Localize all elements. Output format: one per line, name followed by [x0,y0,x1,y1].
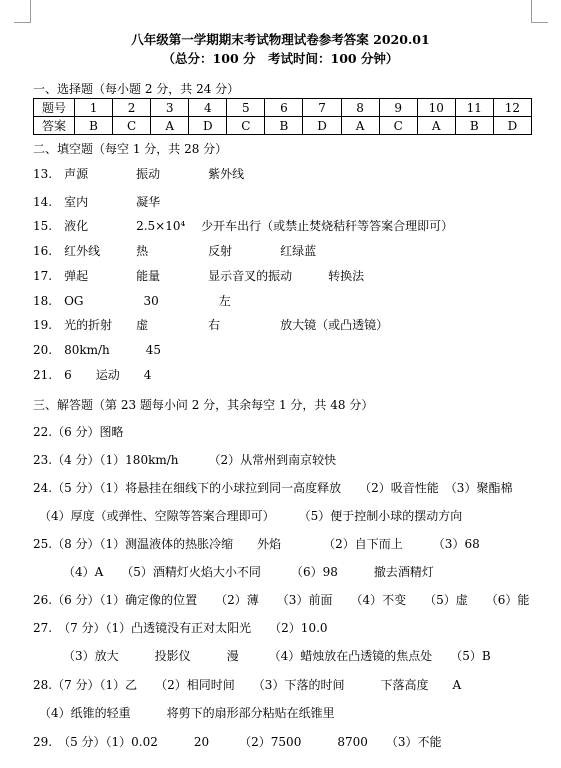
question-number: 6 [265,99,303,117]
solution-answer-line: （3）放大 投影仪 漫 （4）蜡烛放在凸透镜的焦点处 （5）B [33,649,491,663]
solution-answer-line: 27. （7 分）（1）凸透镜没有正对太阳光 （2）10.0 [33,621,328,635]
row-label-question-number: 题号 [34,99,75,117]
fill-in-answer-line: 19. 光的折射 虚 右 放大镜（或凸透镜） [33,318,389,332]
solution-answer-line: 26.（6 分）（1）确定像的位置 （2）薄 （3）前面 （4）不变 （5）虚 （6）能 [33,593,530,607]
solution-answer-line: 24.（5 分）（1）将悬挂在细线下的小球拉到同一高度释放 （2）吸音性能 （3）聚酯棉 [33,481,513,495]
section-1-heading: 一、选择题（每小题 2 分，共 24 分） [33,82,240,96]
fill-in-answer-line: 13. 声源 振动 紫外线 [33,167,245,181]
question-number: 2 [113,99,151,117]
answer-cell: A [341,117,379,135]
solution-answer-line: 25.（8 分）（1）测温液体的热胀冷缩 外焰 （2）自下而上 （3）68 [33,537,480,551]
solution-answer-line: 29. （5 分）（1）0.02 20 （2）7500 8700 （3）不能 [33,735,442,749]
fill-in-answer-line: 20. 80km/h 45 [33,343,162,357]
question-number: 3 [151,99,189,117]
fill-in-answer-line: 18. OG 30 左 [33,294,231,308]
answer-cell: C [227,117,265,135]
question-number: 1 [75,99,113,117]
answer-cell: C [113,117,151,135]
answer-cell: D [493,117,531,135]
question-number: 4 [189,99,227,117]
answer-cell: D [303,117,341,135]
solution-answer-line: （4）纸锥的轻重 将剪下的扇形部分粘贴在纸锥里 [33,706,335,720]
question-number: 11 [455,99,493,117]
answer-cell: B [455,117,493,135]
fill-in-answer-line: 14. 室内 凝华 [33,195,161,209]
question-number: 10 [417,99,455,117]
answer-cell: B [265,117,303,135]
answer-cell: B [75,117,113,135]
solution-answer-line: （4）A （5）酒精灯火焰大小不同 （6）98 撤去酒精灯 [33,565,434,579]
section-3-heading: 三、解答题（第 23 题每小问 2 分，其余每空 1 分，共 48 分） [33,398,374,412]
question-number: 12 [493,99,531,117]
crop-mark-top-left [14,0,31,23]
fill-in-answer-line: 21. 6 运动 4 [33,368,152,382]
solution-answer-line: （4）厚度（或弹性、空隙等答案合理即可） （5）便于控制小球的摆动方向 [33,509,463,523]
answer-cell: A [417,117,455,135]
answer-cell: D [189,117,227,135]
question-number: 7 [303,99,341,117]
document-title: 八年级第一学期期末考试物理试卷参考答案 2020.01 [131,32,430,47]
solution-answer-line: 28.（7 分）（1）乙 （2）相同时间 （3）下落的时间 下落高度 A [33,678,462,692]
question-number: 5 [227,99,265,117]
answer-cell: C [379,117,417,135]
answer-table [33,98,532,135]
answer-table-answer-row [34,117,532,135]
document-subtitle: （总分：100 分 考试时间：100 分钟） [162,51,399,66]
section-2-heading: 二、填空题（每空 1 分，共 28 分） [33,142,228,156]
answer-cell: A [151,117,189,135]
question-number: 9 [379,99,417,117]
answer-table-number-row [34,99,532,117]
crop-mark-top-right [531,0,548,23]
fill-in-answer-line: 16. 红外线 热 反射 红绿蓝 [33,244,317,258]
question-number: 8 [341,99,379,117]
solution-answer-line: 23.（4 分）（1）180km/h （2）从常州到南京较快 [33,453,337,467]
fill-in-answer-line: 17. 弹起 能量 显示音叉的振动 转换法 [33,269,365,283]
solution-answer-line: 22.（6 分）图略 [33,425,124,439]
row-label-answer: 答案 [34,117,75,135]
fill-in-answer-line: 15. 液化 2.5×10⁴ 少开车出行（或禁止焚烧秸秆等答案合理即可） [33,219,454,233]
